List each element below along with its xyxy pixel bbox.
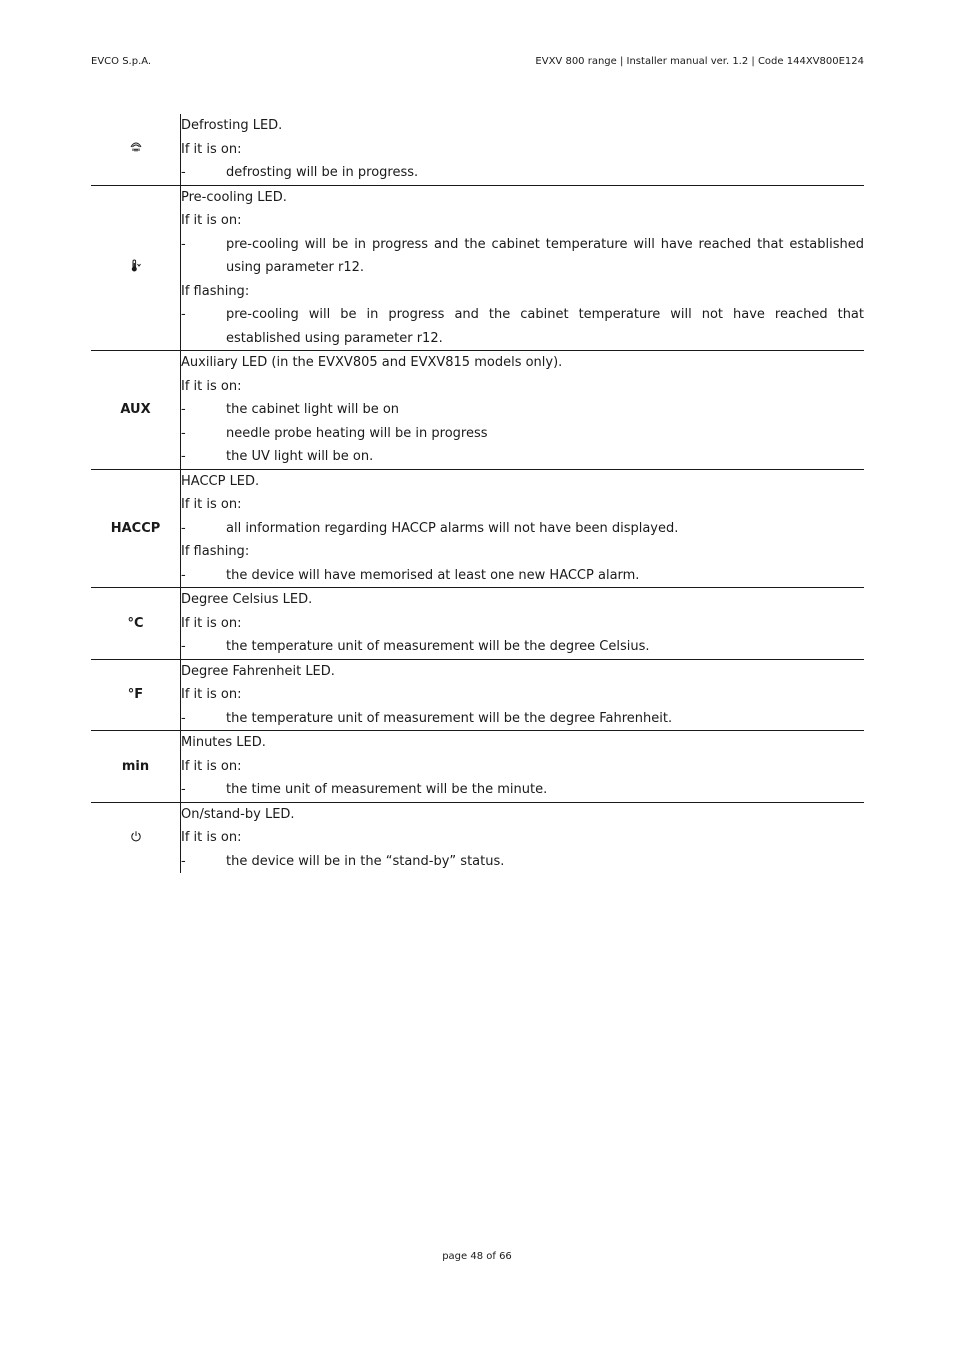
- power-standby-icon: [130, 830, 142, 846]
- led-symbol-cell: [91, 114, 181, 185]
- led-table: [91, 114, 864, 873]
- list-item: [181, 233, 864, 280]
- bullet-dash: -: [181, 449, 186, 464]
- led-symbol-cell: [91, 659, 181, 731]
- list-item-text: the temperature unit of measurement will be the degree Fahrenheit.: [226, 710, 673, 726]
- led-title: Defrosting LED.: [181, 118, 283, 133]
- led-symbol: °C: [127, 615, 144, 631]
- led-description-cell: [181, 802, 865, 873]
- led-symbol-cell: [91, 185, 181, 351]
- led-description-cell: [181, 114, 865, 185]
- header-company: EVCO S.p.A.: [91, 56, 152, 67]
- bullet-dash: -: [181, 402, 186, 417]
- led-row: [91, 802, 864, 873]
- condition-label: If it is on:: [181, 687, 242, 702]
- bullet-dash: -: [181, 165, 186, 180]
- list-item: [181, 517, 864, 541]
- list-item-text: needle probe heating will be in progress: [226, 425, 488, 441]
- list-item: [181, 161, 864, 185]
- condition-label: If it is on:: [181, 378, 242, 394]
- led-symbol-cell: [91, 469, 181, 588]
- header-doc-title: EVXV 800 range | Installer manual ver. 1.2 | Code 144XV800E124: [535, 56, 864, 67]
- bullet-dash: -: [181, 520, 186, 536]
- led-symbol-cell: [91, 588, 181, 660]
- led-title: On/stand-by LED.: [181, 806, 295, 822]
- page-number: page 48 of 66: [442, 1251, 512, 1262]
- led-symbol: °F: [127, 687, 144, 703]
- led-description-cell: [181, 731, 865, 803]
- list-item: [181, 445, 864, 469]
- led-description-cell: [181, 351, 865, 470]
- led-table-body: [91, 114, 864, 873]
- bullet-dash: -: [181, 639, 186, 654]
- list-item-text: all information regarding HACCP alarms will not have been displayed.: [226, 520, 679, 536]
- list-item: [181, 635, 864, 659]
- led-title: HACCP LED.: [181, 473, 260, 489]
- led-title: Degree Fahrenheit LED.: [181, 663, 335, 679]
- condition-label: If flashing:: [181, 283, 250, 299]
- led-row: [91, 114, 864, 185]
- led-symbol: AUX: [120, 402, 151, 418]
- led-description-cell: [181, 588, 865, 660]
- list-item: [181, 422, 864, 446]
- condition-label: If it is on:: [181, 141, 242, 157]
- led-symbol: HACCP: [110, 520, 161, 536]
- condition-label: If it is on:: [181, 615, 242, 631]
- bullet-dash: -: [181, 853, 186, 869]
- list-item-text: the temperature unit of measurement will be the degree Celsius.: [226, 639, 650, 654]
- condition-label: If it is on:: [181, 758, 242, 774]
- list-item-text: pre-cooling will be in progress and the cabinet temperature will not have reached that established using parameter r12.: [226, 307, 864, 346]
- condition-label: If flashing:: [181, 544, 250, 559]
- led-description-cell: [181, 469, 865, 588]
- led-title: Minutes LED.: [181, 735, 266, 750]
- list-item-text: the device will be in the “stand-by” status.: [226, 853, 505, 869]
- led-title: Pre-cooling LED.: [181, 189, 287, 205]
- list-item-text: defrosting will be in progress.: [226, 165, 419, 180]
- condition-label: If it is on:: [181, 830, 242, 845]
- led-row: [91, 731, 864, 803]
- led-row: [91, 185, 864, 351]
- condition-label: If it is on:: [181, 213, 242, 228]
- bullet-dash: -: [181, 307, 186, 322]
- list-item-text: the UV light will be on.: [226, 449, 374, 464]
- led-description-cell: [181, 659, 865, 731]
- defrost-icon: [130, 141, 142, 157]
- list-item-text: pre-cooling will be in progress and the cabinet temperature will have reached that established using parameter r12.: [226, 236, 864, 275]
- list-item: [181, 398, 864, 422]
- led-title: Auxiliary LED (in the EVXV805 and EVXV815 models only).: [181, 355, 563, 370]
- led-row: [91, 588, 864, 660]
- led-description-cell: [181, 185, 865, 351]
- precooling-thermometer-icon: [130, 259, 142, 276]
- bullet-dash: -: [181, 782, 186, 797]
- list-item: [181, 303, 864, 350]
- led-symbol-cell: [91, 731, 181, 803]
- led-row: [91, 659, 864, 731]
- list-item: [181, 564, 864, 588]
- list-item-text: the device will have memorised at least one new HACCP alarm.: [226, 567, 640, 583]
- list-item-text: the cabinet light will be on: [226, 402, 400, 417]
- condition-label: If it is on:: [181, 497, 242, 512]
- bullet-dash: -: [181, 567, 186, 583]
- led-row: [91, 469, 864, 588]
- list-item: [181, 778, 864, 802]
- list-item: [181, 850, 864, 874]
- bullet-dash: -: [181, 710, 186, 726]
- led-title: Degree Celsius LED.: [181, 592, 313, 607]
- led-symbol-cell: [91, 351, 181, 470]
- bullet-dash: -: [181, 236, 186, 252]
- led-row: [91, 351, 864, 470]
- list-item-text: the time unit of measurement will be the minute.: [226, 782, 548, 797]
- list-item: [181, 707, 864, 731]
- led-symbol: min: [121, 758, 150, 774]
- bullet-dash: -: [181, 425, 186, 441]
- led-symbol-cell: [91, 802, 181, 873]
